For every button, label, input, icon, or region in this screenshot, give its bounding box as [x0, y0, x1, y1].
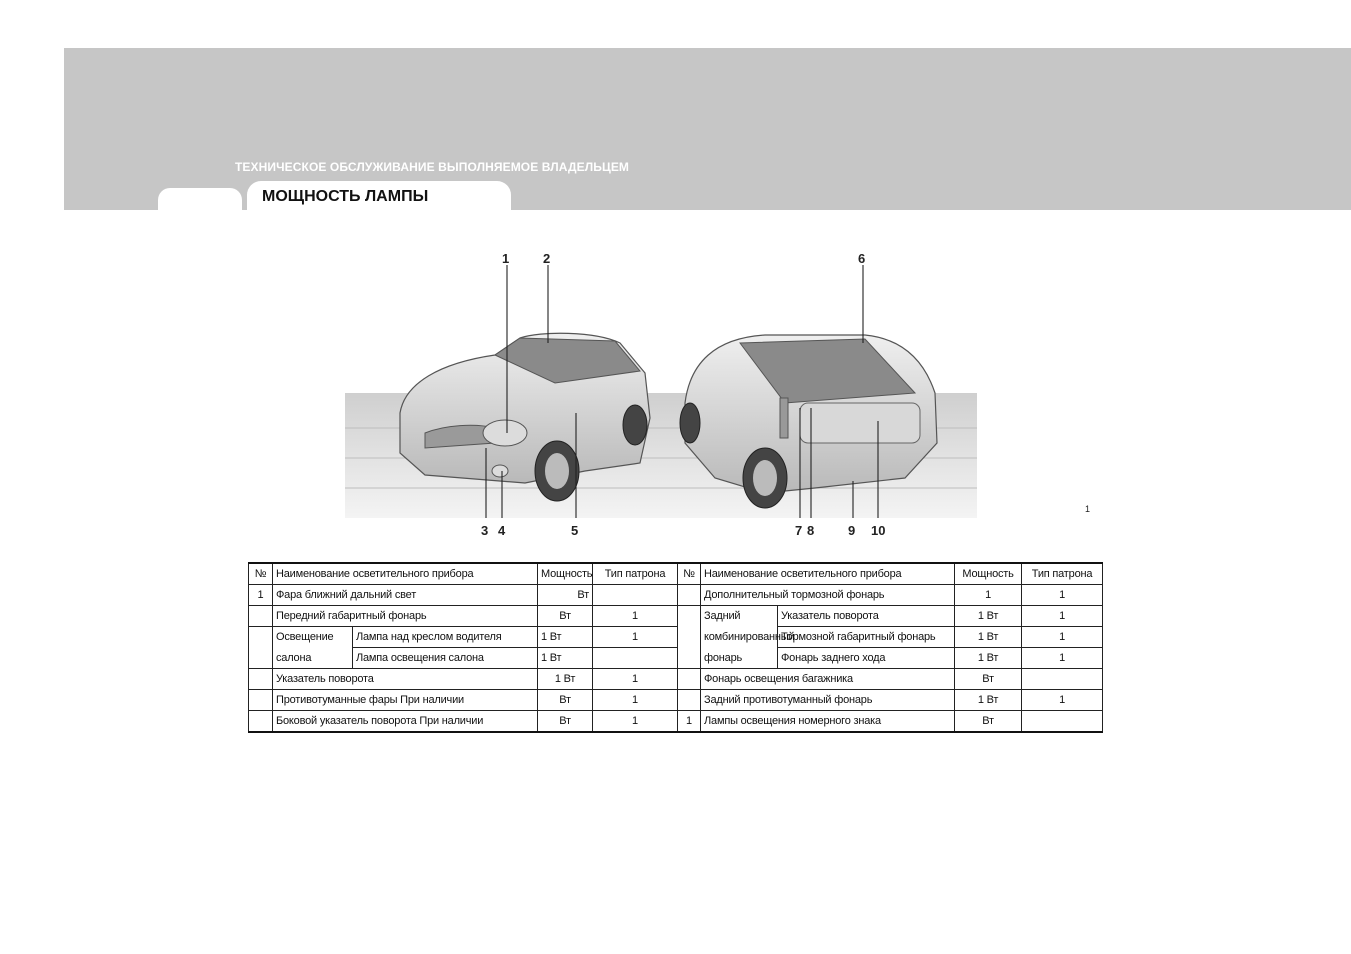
header-power: Мощность [538, 563, 593, 585]
callout-6: 6 [858, 251, 866, 266]
cell-power-right: 1 Вт [955, 627, 1022, 648]
cell-num-right [678, 648, 701, 669]
callout-2: 2 [543, 251, 551, 266]
callout-3: 3 [481, 523, 489, 538]
cell-socket-right: 1 [1022, 690, 1103, 711]
table-row [249, 627, 1103, 648]
callout-1: 1 [502, 251, 510, 266]
cell-num-right [678, 585, 701, 606]
cell-power: Вт [538, 606, 593, 627]
cell-power-right: Вт [955, 711, 1022, 733]
header-name: Наименование осветительного прибора [273, 563, 538, 585]
cell-name: Передний габаритный фонарь [273, 606, 538, 627]
callout-8: 8 [807, 523, 815, 538]
cell-num [249, 669, 273, 690]
cell-power: Вт [538, 585, 593, 606]
cell-socket: 1 [593, 711, 678, 733]
cell-num-right [678, 690, 701, 711]
cell-num [249, 690, 273, 711]
header-name-2: Наименование осветительного прибора [701, 563, 955, 585]
table-header-row [249, 563, 1103, 585]
cell-name-right: Тормозной габаритный фонарь [778, 627, 955, 648]
cell-power-right: Вт [955, 669, 1022, 690]
cell-power-right: 1 Вт [955, 690, 1022, 711]
group-label-interior-2: салона [273, 648, 353, 669]
cell-power: Вт [538, 690, 593, 711]
cell-socket-right [1022, 669, 1103, 690]
page-tab [158, 188, 242, 214]
cell-power: 1 Вт [538, 648, 593, 669]
cell-num-right [678, 669, 701, 690]
cell-name-right: Лампы освещения номерного знака [701, 711, 955, 733]
cell-socket-right: 1 [1022, 648, 1103, 669]
header-socket: Тип патрона [593, 563, 678, 585]
cell-num [249, 711, 273, 733]
table-row [249, 585, 1103, 606]
bulb-wattage-table [248, 562, 1103, 733]
cell-name: Лампа освещения салона [353, 648, 538, 669]
header-num: № [249, 563, 273, 585]
cell-socket [593, 648, 678, 669]
table-row [249, 690, 1103, 711]
cell-num [249, 627, 273, 648]
group-label-interior-1: Освещение [273, 627, 353, 648]
cell-num-right: 1 [678, 711, 701, 733]
cell-num [249, 606, 273, 627]
cell-name: Противотуманные фары При наличии [273, 690, 538, 711]
callout-9: 9 [848, 523, 856, 538]
table-row [249, 648, 1103, 669]
cell-socket: 1 [593, 690, 678, 711]
cell-num-right [678, 627, 701, 648]
cell-name: Лампа над креслом водителя [353, 627, 538, 648]
cell-socket [593, 585, 678, 606]
figure-reference: 1 [1085, 504, 1091, 514]
cell-power-right: 1 Вт [955, 648, 1022, 669]
cell-name-right: Задний противотуманный фонарь [701, 690, 955, 711]
table-row [249, 606, 1103, 627]
section-label: ТЕХНИЧЕСКОЕ ОБСЛУЖИВАНИЕ ВЫПОЛНЯЕМОЕ ВЛАДЕЛЬЦЕМ [235, 160, 630, 174]
cell-socket: 1 [593, 669, 678, 690]
callout-4: 4 [498, 523, 506, 538]
cell-name-right: Дополнительный тормозной фонарь [701, 585, 955, 606]
cell-socket: 1 [593, 606, 678, 627]
callout-5: 5 [571, 523, 579, 538]
group-label-rear-3: фонарь [701, 648, 778, 669]
cell-name-right: Указатель поворота [778, 606, 955, 627]
cell-power: Вт [538, 711, 593, 733]
group-label-rear-1: Задний [701, 606, 778, 627]
cell-num: 1 [249, 585, 273, 606]
cell-socket-right [1022, 711, 1103, 733]
header-socket-2: Тип патрона [1022, 563, 1103, 585]
cell-name: Указатель поворота [273, 669, 538, 690]
cell-num [249, 648, 273, 669]
cell-name-right: Фонарь освещения багажника [701, 669, 955, 690]
cell-power: 1 Вт [538, 669, 593, 690]
page-title: МОЩНОСТЬ ЛАМПЫ [262, 188, 429, 205]
cell-socket-right: 1 [1022, 627, 1103, 648]
header-power-2: Мощность [955, 563, 1022, 585]
cell-name: Боковой указатель поворота При наличии [273, 711, 538, 733]
cell-name: Фара ближний дальний свет [273, 585, 538, 606]
header-num-2: № [678, 563, 701, 585]
table-row [249, 669, 1103, 690]
cell-socket-right: 1 [1022, 585, 1103, 606]
cell-num-right [678, 606, 701, 627]
cell-socket-right: 1 [1022, 606, 1103, 627]
car-bulb-location-figure [345, 243, 977, 548]
table-row [249, 711, 1103, 733]
cell-power: 1 Вт [538, 627, 593, 648]
cell-socket: 1 [593, 627, 678, 648]
group-label-rear-2: комбинированный [701, 627, 778, 648]
cell-name-right: Фонарь заднего хода [778, 648, 955, 669]
callout-10: 10 [871, 523, 886, 538]
cell-power-right: 1 [955, 585, 1022, 606]
cell-power-right: 1 Вт [955, 606, 1022, 627]
callout-7: 7 [795, 523, 803, 538]
